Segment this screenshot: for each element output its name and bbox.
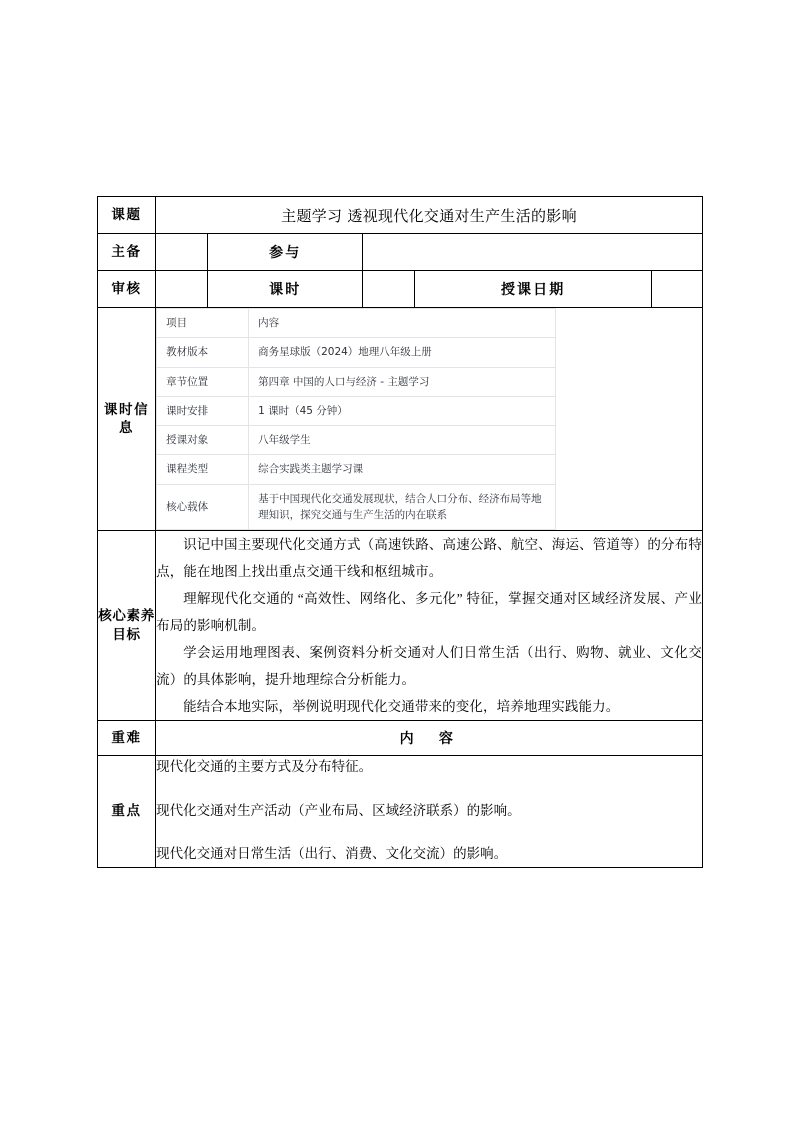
info-value: 第四章 中国的人口与经济 - 主题学习 xyxy=(249,367,556,396)
key-point-item: 现代化交通对生产活动（产业布局、区域经济联系）的影响。 xyxy=(156,802,521,818)
info-key: 核心载体 xyxy=(157,484,249,530)
table-row-difficulty-header xyxy=(98,721,703,756)
info-value: 综合实践类主题学习课 xyxy=(249,455,556,484)
participant-value[interactable] xyxy=(363,234,703,271)
table-row xyxy=(157,426,556,455)
preparer-label: 主备 xyxy=(98,234,156,271)
objectives-cell xyxy=(156,531,703,721)
teach-date-label: 授课日期 xyxy=(415,271,651,308)
key-points-label: 重点 xyxy=(98,756,156,868)
periods-value[interactable] xyxy=(363,271,415,308)
info-value: 基于中国现代化交通发展现状，结合人口分布、经济布局等地理知识，探究交通与生产生活的内在联系 xyxy=(249,484,556,530)
objective-paragraph: 能结合本地实际，举例说明现代化交通带来的变化，培养地理实践能力。 xyxy=(183,699,620,715)
info-key: 课时安排 xyxy=(157,396,249,425)
info-key: 章节位置 xyxy=(157,367,249,396)
table-row-objectives xyxy=(98,531,703,721)
objective-paragraph: 学会运用地理图表、案例资料分析交通对人们日常生活（出行、购物、就业、文化交流）的具体影响，提升地理综合分析能力。 xyxy=(156,645,702,688)
preparer-value[interactable] xyxy=(156,234,208,271)
difficulty-content-label: 内 容 xyxy=(156,721,703,756)
subject-label: 课题 xyxy=(98,197,156,234)
lesson-plan-table xyxy=(97,196,703,868)
table-row-key-points xyxy=(98,756,703,868)
lesson-info-cell xyxy=(156,308,703,531)
info-col-header-content: 内容 xyxy=(249,309,556,338)
difficulty-label: 重难 xyxy=(98,721,156,756)
table-row-reviewer xyxy=(98,271,703,308)
reviewer-label: 审核 xyxy=(98,271,156,308)
table-row-lesson-info xyxy=(98,308,703,531)
periods-label: 课时 xyxy=(208,271,363,308)
info-key: 教材版本 xyxy=(157,338,249,367)
objective-paragraph: 理解现代化交通的 “高效性、网络化、多元化” 特征，掌握交通对区域经济发展、产业布局的影响机制。 xyxy=(156,591,702,634)
info-key: 课程类型 xyxy=(157,455,249,484)
objectives-label: 核心素养目标 xyxy=(98,531,156,721)
table-row xyxy=(157,455,556,484)
info-col-header-item: 项目 xyxy=(157,309,249,338)
table-row xyxy=(157,396,556,425)
info-value: 商务星球版（2024）地理八年级上册 xyxy=(249,338,556,367)
subject-title: 主题学习 透视现代化交通对生产生活的影响 xyxy=(156,197,703,234)
lesson-info-label: 课时信息 xyxy=(98,308,156,531)
key-points-cell xyxy=(156,756,703,868)
lesson-info-table xyxy=(156,308,556,530)
table-row xyxy=(157,484,556,530)
key-point-item: 现代化交通的主要方式及分布特征。 xyxy=(156,759,373,775)
participant-label: 参与 xyxy=(208,234,363,271)
table-row-preparer xyxy=(98,234,703,271)
info-value: 八年级学生 xyxy=(249,426,556,455)
table-row xyxy=(157,367,556,396)
table-row-subject xyxy=(98,197,703,234)
info-header-row xyxy=(157,309,556,338)
table-row xyxy=(157,338,556,367)
reviewer-value[interactable] xyxy=(156,271,208,308)
objective-paragraph: 识记中国主要现代化交通方式（高速铁路、高速公路、航空、海运、管道等）的分布特点，能在地图上找出重点交通干线和枢纽城市。 xyxy=(156,537,702,580)
info-value: 1 课时（45 分钟） xyxy=(249,396,556,425)
info-key: 授课对象 xyxy=(157,426,249,455)
key-point-item: 现代化交通对日常生活（出行、消费、文化交流）的影响。 xyxy=(156,846,508,862)
teach-date-value[interactable] xyxy=(651,271,702,308)
